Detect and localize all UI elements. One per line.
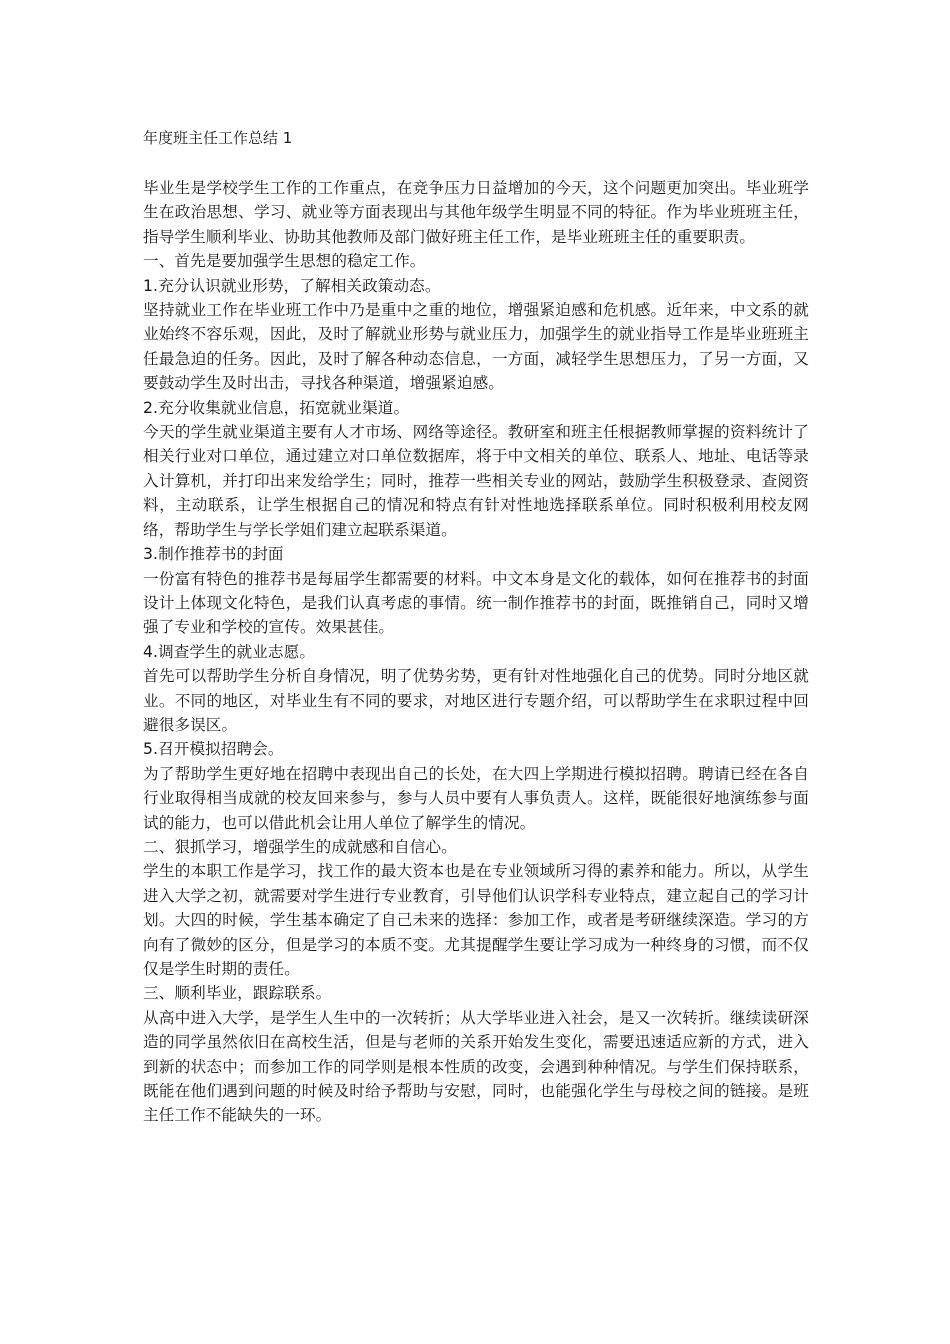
document-body bbox=[143, 176, 809, 1128]
section-heading-1: 一、首先是要加强学生思想的稳定工作。 bbox=[143, 252, 426, 271]
document-title: 年度班主任工作总结 1 bbox=[143, 129, 293, 147]
subsection-heading-1-1: 1.充分认识就业形势，了解相关政策动态。 bbox=[143, 276, 441, 295]
subsection-heading-1-3: 3.制作推荐书的封面 bbox=[143, 545, 284, 564]
paragraph-3: 从高中进入大学，是学生人生中的一次转折；从大学毕业进入社会，是又一次转折。继续读研深造的同学虽然依旧在高校生活，但是与老师的关系开始发生变化，需要迅速适应新的方式，进入到新的状态中；而参加工作的同学则是根本性质的改变，会遇到种种情况。与学生们保持联系，既能在他们遇到问题的时候及时给予帮助与安慰，同时，也能强化学生与母校之间的链接。是班主任工作不能缺失的一环。 bbox=[143, 1008, 809, 1125]
paragraph-1-5: 为了帮助学生更好地在招聘中表现出自己的长处，在大四上学期进行模拟招聘。聘请已经在各自行业取得相当成就的校友回来参与，参与人员中要有人事负责人。这样，既能很好地演练参与面试的能力，也可以借此机会让用人单位了解学生的情况。 bbox=[143, 764, 809, 832]
document-page bbox=[143, 126, 809, 1128]
section-heading-2: 二、狠抓学习，增强学生的成就感和自信心。 bbox=[143, 837, 457, 856]
paragraph-1-4: 首先可以帮助学生分析自身情况，明了优势劣势，更有针对性地强化自己的优势。同时分地区就业。不同的地区，对毕业生有不同的要求，对地区进行专题介绍，可以帮助学生在求职过程中回避很多误区。 bbox=[143, 667, 809, 734]
paragraph-1-1: 坚持就业工作在毕业班工作中乃是重中之重的地位，增强紧迫感和危机感。近年来，中文系的就业始终不容乐观，因此，及时了解就业形势与就业压力，加强学生的就业指导工作是毕业班班主任最急迫的任务。因此，及时了解各种动态信息，一方面，减轻学生思想压力，了另一方面，又要鼓动学生及时出击，寻找各种渠道，增强紧迫感。 bbox=[143, 301, 809, 393]
paragraph-2: 学生的本职工作是学习，找工作的最大资本也是在专业领域所习得的素养和能力。所以，从学生进入大学之初，就需要对学生进行专业教育，引导他们认识学科专业特点，建立起自己的学习计划。大四的时候，学生基本确定了自己未来的选择：参加工作，或者是考研继续深造。学习的方向有了微妙的区分，但是学习的本质不变。尤其提醒学生要让学习成为一种终身的习惯，而不仅仅是学生时期的责任。 bbox=[143, 862, 809, 978]
subsection-heading-1-4: 4.调查学生的就业志愿。 bbox=[143, 642, 316, 661]
paragraph-1-2: 今天的学生就业渠道主要有人才市场、网络等途径。教研室和班主任根据教师掌握的资料统计了相关行业对口单位，通过建立对口单位数据库，将于中文相关的单位、联系人、地址、电话等录入计算机，并打印出来发给学生；同时，推荐一些相关专业的网站，鼓励学生积极登录、查阅资料，主动联系，让学生根据自己的情况和特点有针对性地选择联系单位。同时积极利用校友网络，帮助学生与学长学姐们建立起联系渠道。 bbox=[143, 423, 809, 539]
intro-paragraph: 毕业生是学校学生工作的工作重点，在竞争压力日益增加的今天，这个问题更加突出。毕业班学生在政治思想、学习、就业等方面表现出与其他年级学生明显不同的特征。作为毕业班班主任，指导学生顺利毕业、协助其他教师及部门做好班主任工作，是毕业班班主任的重要职责。 bbox=[143, 179, 809, 246]
subsection-heading-1-5: 5.召开模拟招聘会。 bbox=[143, 740, 284, 759]
subsection-heading-1-2: 2.充分收集就业信息，拓宽就业渠道。 bbox=[143, 398, 410, 417]
paragraph-1-3: 一份富有特色的推荐书是每届学生都需要的材料。中文本身是文化的载体，如何在推荐书的封面设计上体现文化特色，是我们认真考虑的事情。统一制作推荐书的封面，既推销自己，同时又增强了专业和学校的宣传。效果甚佳。 bbox=[143, 569, 809, 637]
section-heading-3: 三、顺利毕业，跟踪联系。 bbox=[143, 984, 332, 1003]
